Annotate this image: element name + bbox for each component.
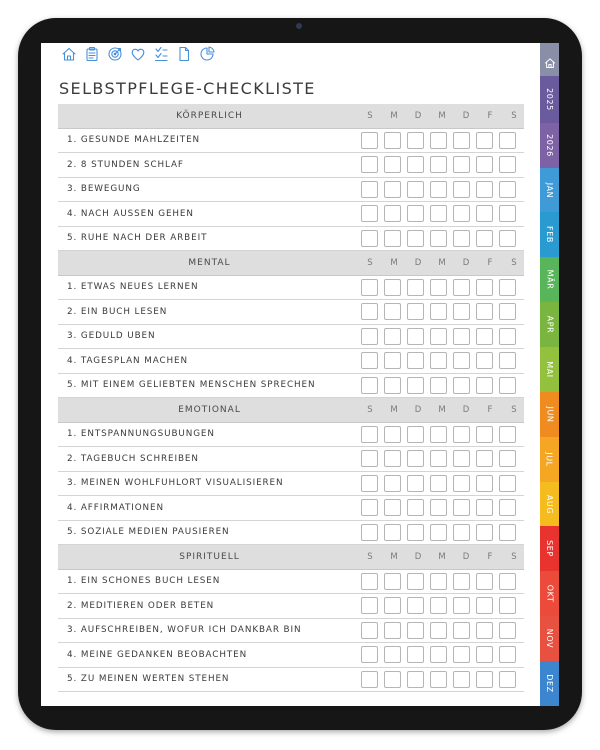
- day-checkbox[interactable]: [430, 205, 447, 222]
- day-checkboxes: [361, 475, 516, 492]
- checklist-row: [58, 202, 524, 227]
- habit-label: 1. GESUNDE MAHLZEITEN: [67, 135, 201, 146]
- side-tab-jun[interactable]: [540, 392, 559, 437]
- day-checkbox[interactable]: [453, 573, 470, 590]
- checklist-row: [58, 668, 524, 693]
- habit-label: 4. NACH AUSSEN GEHEN: [67, 208, 194, 219]
- weekday-label: S: [367, 257, 373, 268]
- section-title: MENTAL: [188, 257, 231, 268]
- day-checkbox[interactable]: [476, 377, 493, 394]
- day-checkbox[interactable]: [453, 475, 470, 492]
- page-title: SELBSTPFLEGE-CHECKLISTE: [59, 79, 316, 98]
- side-tab-label: DEZ: [545, 674, 554, 693]
- side-tab-label: JAN: [544, 182, 554, 198]
- day-checkboxes: [361, 597, 516, 614]
- day-checkbox[interactable]: [361, 205, 378, 222]
- day-checkbox[interactable]: [430, 303, 447, 320]
- day-checkbox[interactable]: [361, 426, 378, 443]
- side-tab-home[interactable]: [540, 43, 559, 76]
- day-checkbox[interactable]: [430, 279, 447, 296]
- day-checkbox[interactable]: [407, 205, 424, 222]
- clipboard-icon[interactable]: [84, 46, 100, 62]
- day-checkbox[interactable]: [430, 426, 447, 443]
- day-checkbox[interactable]: [430, 475, 447, 492]
- side-tab-sep[interactable]: [540, 526, 559, 571]
- side-tab-aug[interactable]: [540, 482, 559, 527]
- side-tab-mai[interactable]: [540, 347, 559, 392]
- day-checkboxes: [361, 132, 516, 149]
- day-checkbox[interactable]: [430, 328, 447, 345]
- day-checkbox[interactable]: [407, 377, 424, 394]
- checklist-row: [58, 570, 524, 595]
- day-checkbox[interactable]: [384, 671, 401, 688]
- day-checkbox[interactable]: [499, 597, 516, 614]
- day-checkbox[interactable]: [476, 328, 493, 345]
- day-checkbox[interactable]: [361, 156, 378, 173]
- day-checkbox[interactable]: [384, 230, 401, 247]
- day-checkbox[interactable]: [361, 499, 378, 516]
- checklist-row: [58, 227, 524, 252]
- side-tab-2025[interactable]: [540, 76, 559, 123]
- day-checkbox[interactable]: [430, 230, 447, 247]
- day-checkbox[interactable]: [384, 597, 401, 614]
- habit-label: 5. ZU MEINEN WERTEN STEHEN: [67, 674, 230, 685]
- day-checkbox[interactable]: [476, 230, 493, 247]
- day-checkbox[interactable]: [453, 352, 470, 369]
- day-checkbox[interactable]: [384, 524, 401, 541]
- day-checkbox[interactable]: [407, 622, 424, 639]
- weekday-label: F: [487, 110, 493, 121]
- weekday-label: M: [438, 257, 446, 268]
- day-checkbox[interactable]: [384, 426, 401, 443]
- day-checkbox[interactable]: [407, 230, 424, 247]
- day-checkboxes: [361, 573, 516, 590]
- day-checkbox[interactable]: [499, 426, 516, 443]
- habit-label: 5. SOZIALE MEDIEN PAUSIEREN: [67, 527, 230, 538]
- checklist-row: [58, 447, 524, 472]
- day-checkbox[interactable]: [430, 622, 447, 639]
- day-checkbox[interactable]: [407, 646, 424, 663]
- day-checkboxes: [361, 230, 516, 247]
- day-checkbox[interactable]: [499, 671, 516, 688]
- weekday-label: D: [462, 110, 470, 121]
- day-checkbox[interactable]: [361, 230, 378, 247]
- day-checkboxes: [361, 303, 516, 320]
- day-checkbox[interactable]: [499, 622, 516, 639]
- habit-label: 2. 8 STUNDEN SCHLAF: [67, 159, 184, 170]
- day-checkbox[interactable]: [384, 622, 401, 639]
- weekday-label: D: [462, 551, 470, 562]
- day-checkbox[interactable]: [476, 573, 493, 590]
- day-checkboxes: [361, 328, 516, 345]
- side-tab-label: 2026: [545, 133, 555, 157]
- day-checkbox[interactable]: [476, 450, 493, 467]
- side-tab-nov[interactable]: [540, 616, 559, 661]
- day-checkbox[interactable]: [407, 279, 424, 296]
- day-checkbox[interactable]: [361, 303, 378, 320]
- section-title: KÖRPERLICH: [176, 110, 243, 121]
- weekday-label: S: [367, 404, 373, 415]
- day-checkbox[interactable]: [361, 352, 378, 369]
- day-checkbox[interactable]: [476, 597, 493, 614]
- camera-dot: [296, 23, 302, 29]
- day-checkbox[interactable]: [453, 646, 470, 663]
- day-checkbox[interactable]: [407, 573, 424, 590]
- day-checkbox[interactable]: [384, 573, 401, 590]
- side-tab-label: 2025: [545, 88, 555, 111]
- day-checkbox[interactable]: [407, 671, 424, 688]
- weekday-label: S: [511, 551, 517, 562]
- habit-label: 4. AFFIRMATIONEN: [67, 502, 164, 513]
- day-checkbox[interactable]: [453, 524, 470, 541]
- day-checkbox[interactable]: [499, 352, 516, 369]
- side-tab-label: MAI: [544, 361, 554, 378]
- section-title: EMOTIONAL: [178, 404, 241, 415]
- weekday-label: S: [511, 404, 517, 415]
- planner-screen: [41, 43, 559, 706]
- weekday-label: D: [462, 404, 470, 415]
- day-checkbox[interactable]: [430, 156, 447, 173]
- day-checkboxes: [361, 279, 516, 296]
- weekday-headers: [361, 552, 523, 562]
- day-checkbox[interactable]: [476, 622, 493, 639]
- side-tab-bar: [540, 43, 559, 706]
- day-checkbox[interactable]: [407, 352, 424, 369]
- day-checkbox[interactable]: [361, 475, 378, 492]
- day-checkbox[interactable]: [361, 279, 378, 296]
- day-checkbox[interactable]: [453, 303, 470, 320]
- day-checkbox[interactable]: [361, 622, 378, 639]
- day-checkbox[interactable]: [453, 450, 470, 467]
- day-checkbox[interactable]: [499, 328, 516, 345]
- weekday-label: M: [390, 110, 398, 121]
- day-checkbox[interactable]: [476, 524, 493, 541]
- day-checkbox[interactable]: [430, 181, 447, 198]
- day-checkboxes: [361, 499, 516, 516]
- day-checkbox[interactable]: [476, 132, 493, 149]
- weekday-headers: [361, 111, 523, 121]
- day-checkbox[interactable]: [384, 156, 401, 173]
- side-tab-label: JUN: [545, 406, 554, 423]
- day-checkbox[interactable]: [453, 671, 470, 688]
- day-checkboxes: [361, 426, 516, 443]
- weekday-label: M: [438, 404, 446, 415]
- top-nav: [61, 46, 215, 66]
- day-checkbox[interactable]: [361, 181, 378, 198]
- side-tab-label: SEP: [544, 540, 554, 558]
- day-checkbox[interactable]: [384, 475, 401, 492]
- day-checkbox[interactable]: [407, 450, 424, 467]
- day-checkbox[interactable]: [453, 181, 470, 198]
- side-tab-mär[interactable]: [540, 257, 559, 302]
- side-tab-label: AUG: [545, 494, 555, 514]
- day-checkboxes: [361, 205, 516, 222]
- checklist-row: [58, 643, 524, 668]
- day-checkbox[interactable]: [499, 450, 516, 467]
- day-checkbox[interactable]: [384, 132, 401, 149]
- habit-label: 3. MEINEN WOHLFÜHLORT VISUALISIEREN: [67, 478, 284, 489]
- habit-label: 2. MEDITIEREN ODER BETEN: [67, 600, 215, 611]
- checklist-row: [58, 472, 524, 497]
- side-tab-jan[interactable]: [540, 168, 559, 213]
- habit-label: 1. EIN SCHÖNES BUCH LESEN: [67, 576, 221, 587]
- day-checkbox[interactable]: [430, 377, 447, 394]
- section-title: SPIRITUELL: [179, 551, 240, 562]
- document-icon[interactable]: [176, 46, 192, 62]
- day-checkbox[interactable]: [453, 230, 470, 247]
- day-checkbox[interactable]: [384, 377, 401, 394]
- habit-label: 5. RUHE NACH DER ARBEIT: [67, 233, 208, 244]
- day-checkbox[interactable]: [499, 279, 516, 296]
- weekday-label: M: [438, 551, 446, 562]
- habit-label: 3. AUFSCHREIBEN, WOFÜR ICH DANKBAR BIN: [67, 625, 302, 636]
- day-checkbox[interactable]: [476, 156, 493, 173]
- day-checkbox[interactable]: [499, 156, 516, 173]
- weekday-label: F: [487, 257, 493, 268]
- day-checkbox[interactable]: [361, 573, 378, 590]
- side-tab-label: MÄR: [545, 269, 555, 290]
- day-checkbox[interactable]: [407, 597, 424, 614]
- day-checkboxes: [361, 352, 516, 369]
- day-checkbox[interactable]: [499, 499, 516, 516]
- day-checkbox[interactable]: [430, 671, 447, 688]
- day-checkbox[interactable]: [476, 205, 493, 222]
- day-checkbox[interactable]: [430, 450, 447, 467]
- day-checkbox[interactable]: [407, 156, 424, 173]
- habit-label: 2. TAGEBUCH SCHREIBEN: [67, 453, 199, 464]
- checklist-row: [58, 594, 524, 619]
- day-checkbox[interactable]: [499, 181, 516, 198]
- day-checkbox[interactable]: [384, 499, 401, 516]
- section-header: [58, 398, 524, 423]
- day-checkbox[interactable]: [499, 377, 516, 394]
- day-checkbox[interactable]: [476, 279, 493, 296]
- habit-label: 1. ENTSPANNUNGSÜBUNGEN: [67, 429, 215, 440]
- day-checkbox[interactable]: [430, 573, 447, 590]
- checklist-row: [58, 423, 524, 448]
- day-checkbox[interactable]: [384, 181, 401, 198]
- day-checkbox[interactable]: [499, 573, 516, 590]
- weekday-label: S: [367, 110, 373, 121]
- habit-label: 4. TAGESPLAN MACHEN: [67, 355, 188, 366]
- day-checkbox[interactable]: [407, 132, 424, 149]
- day-checkbox[interactable]: [499, 132, 516, 149]
- habit-label: 5. MIT EINEM GELIEBTEN MENSCHEN SPRECHEN: [67, 380, 316, 391]
- checklist-row: [58, 521, 524, 546]
- weekday-headers: [361, 405, 523, 415]
- checklist-row: [58, 129, 524, 154]
- weekday-label: M: [438, 110, 446, 121]
- day-checkbox[interactable]: [384, 205, 401, 222]
- checklist-row: [58, 276, 524, 301]
- day-checkbox[interactable]: [407, 303, 424, 320]
- checklist-row: [58, 349, 524, 374]
- section-header: [58, 545, 524, 570]
- checklist-table: [58, 104, 524, 692]
- checklist-row: [58, 496, 524, 521]
- checklist-row: [58, 619, 524, 644]
- day-checkbox[interactable]: [476, 499, 493, 516]
- day-checkbox[interactable]: [361, 328, 378, 345]
- day-checkbox[interactable]: [361, 646, 378, 663]
- weekday-label: D: [414, 257, 422, 268]
- day-checkbox[interactable]: [430, 132, 447, 149]
- day-checkbox[interactable]: [361, 597, 378, 614]
- day-checkbox[interactable]: [453, 205, 470, 222]
- day-checkbox[interactable]: [453, 328, 470, 345]
- weekday-label: D: [414, 404, 422, 415]
- side-tab-apr[interactable]: [540, 302, 559, 347]
- side-tab-dez[interactable]: [540, 661, 559, 706]
- heart-icon[interactable]: [130, 46, 146, 62]
- day-checkboxes: [361, 671, 516, 688]
- day-checkbox[interactable]: [430, 499, 447, 516]
- side-tab-label: NOV: [545, 628, 555, 649]
- day-checkbox[interactable]: [453, 377, 470, 394]
- side-tab-label: FEB: [544, 226, 554, 244]
- day-checkbox[interactable]: [476, 303, 493, 320]
- pie-chart-icon[interactable]: [199, 46, 215, 62]
- day-checkbox[interactable]: [430, 352, 447, 369]
- weekday-label: D: [414, 551, 422, 562]
- home-icon[interactable]: [61, 46, 77, 62]
- day-checkbox[interactable]: [361, 524, 378, 541]
- weekday-label: F: [487, 404, 493, 415]
- day-checkbox[interactable]: [453, 279, 470, 296]
- side-tab-label: JUL: [544, 451, 554, 467]
- day-checkbox[interactable]: [361, 671, 378, 688]
- side-tab-feb[interactable]: [540, 212, 559, 257]
- day-checkboxes: [361, 377, 516, 394]
- weekday-headers: [361, 258, 523, 268]
- day-checkbox[interactable]: [407, 181, 424, 198]
- day-checkbox[interactable]: [384, 279, 401, 296]
- day-checkboxes: [361, 646, 516, 663]
- day-checkbox[interactable]: [499, 524, 516, 541]
- checklist-row: [58, 374, 524, 399]
- day-checkboxes: [361, 450, 516, 467]
- weekday-label: D: [414, 110, 422, 121]
- weekday-label: M: [390, 404, 398, 415]
- side-tab-okt[interactable]: [540, 571, 559, 616]
- habit-label: 1. ETWAS NEUES LERNEN: [67, 282, 199, 293]
- habit-label: 2. EIN BUCH LESEN: [67, 306, 168, 317]
- weekday-label: S: [511, 257, 517, 268]
- day-checkbox[interactable]: [407, 524, 424, 541]
- weekday-label: F: [487, 551, 493, 562]
- day-checkbox[interactable]: [476, 475, 493, 492]
- day-checkbox[interactable]: [407, 499, 424, 516]
- side-tab-label: APR: [545, 315, 554, 334]
- day-checkbox[interactable]: [453, 597, 470, 614]
- section-header: [58, 104, 524, 129]
- checklist-row: [58, 153, 524, 178]
- side-tab-2026[interactable]: [540, 123, 559, 168]
- day-checkbox[interactable]: [476, 181, 493, 198]
- checklist-icon[interactable]: [153, 46, 169, 62]
- day-checkbox[interactable]: [384, 303, 401, 320]
- weekday-label: D: [462, 257, 470, 268]
- day-checkbox[interactable]: [430, 646, 447, 663]
- day-checkbox[interactable]: [453, 132, 470, 149]
- day-checkbox[interactable]: [499, 646, 516, 663]
- side-tab-jul[interactable]: [540, 437, 559, 482]
- day-checkbox[interactable]: [476, 646, 493, 663]
- habit-label: 3. GEDULD ÜBEN: [67, 331, 156, 342]
- target-icon[interactable]: [107, 46, 123, 62]
- day-checkbox[interactable]: [499, 303, 516, 320]
- day-checkbox[interactable]: [453, 499, 470, 516]
- checklist-row: [58, 325, 524, 350]
- day-checkbox[interactable]: [361, 450, 378, 467]
- day-checkbox[interactable]: [361, 377, 378, 394]
- day-checkbox[interactable]: [453, 622, 470, 639]
- day-checkboxes: [361, 181, 516, 198]
- day-checkbox[interactable]: [384, 450, 401, 467]
- day-checkbox[interactable]: [384, 328, 401, 345]
- day-checkbox[interactable]: [476, 352, 493, 369]
- checklist-row: [58, 178, 524, 203]
- weekday-label: M: [390, 551, 398, 562]
- side-tab-label: OKT: [544, 584, 554, 603]
- day-checkbox[interactable]: [499, 475, 516, 492]
- checklist-row: [58, 300, 524, 325]
- day-checkboxes: [361, 524, 516, 541]
- weekday-label: S: [367, 551, 373, 562]
- day-checkbox[interactable]: [407, 426, 424, 443]
- habit-label: 4. MEINE GEDANKEN BEOBACHTEN: [67, 649, 248, 660]
- day-checkbox[interactable]: [384, 646, 401, 663]
- weekday-label: S: [511, 110, 517, 121]
- day-checkbox[interactable]: [430, 597, 447, 614]
- day-checkbox[interactable]: [453, 426, 470, 443]
- day-checkbox[interactable]: [453, 156, 470, 173]
- habit-label: 3. BEWEGUNG: [67, 184, 141, 195]
- day-checkboxes: [361, 156, 516, 173]
- day-checkbox[interactable]: [384, 352, 401, 369]
- day-checkbox[interactable]: [430, 524, 447, 541]
- section-header: [58, 251, 524, 276]
- home-icon: [544, 54, 556, 66]
- day-checkbox[interactable]: [499, 205, 516, 222]
- weekday-label: M: [390, 257, 398, 268]
- day-checkbox[interactable]: [476, 671, 493, 688]
- day-checkbox[interactable]: [361, 132, 378, 149]
- day-checkbox[interactable]: [407, 475, 424, 492]
- day-checkbox[interactable]: [407, 328, 424, 345]
- day-checkbox[interactable]: [476, 426, 493, 443]
- day-checkbox[interactable]: [499, 230, 516, 247]
- day-checkboxes: [361, 622, 516, 639]
